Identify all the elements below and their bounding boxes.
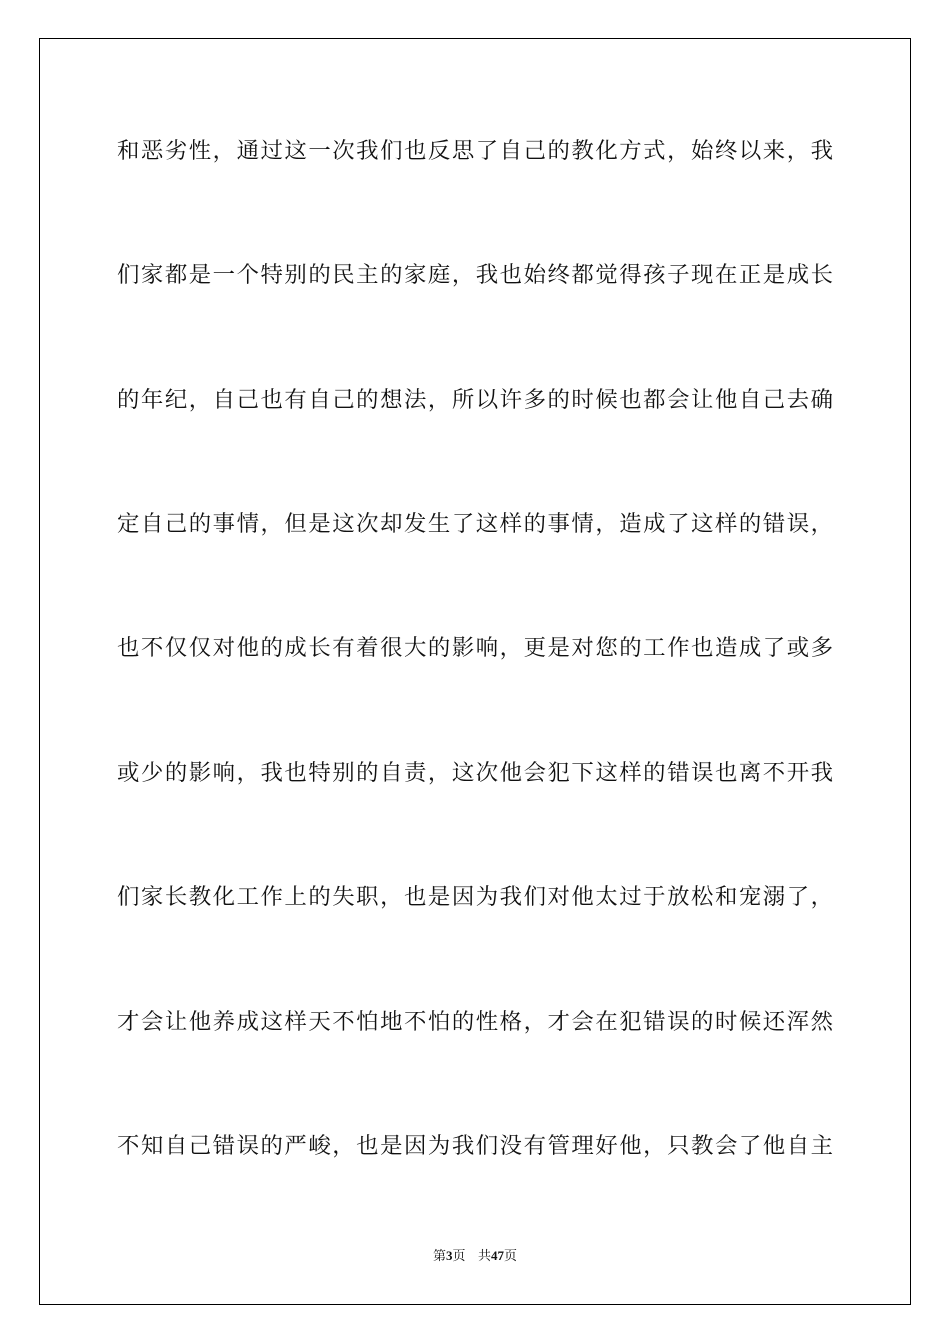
- page-suffix: 页: [452, 1249, 466, 1264]
- total-prefix: 共: [477, 1249, 491, 1264]
- total-suffix: 页: [503, 1249, 517, 1264]
- body-text-line: 定自己的事情，但是这次却发生了这样的事情，造成了这样的错误，: [117, 511, 833, 537]
- page-footer: [0, 1246, 950, 1266]
- total-pages: 47: [490, 1248, 504, 1263]
- body-text-line: 和恶劣性，通过这一次我们也反思了自己的教化方式，始终以来，我: [117, 138, 833, 164]
- body-text-line: 也不仅仅对他的成长有着很大的影响，更是对您的工作也造成了或多: [117, 635, 833, 661]
- body-text-line: 们家长教化工作上的失职，也是因为我们对他太过于放松和宠溺了，: [117, 884, 833, 910]
- page-number: 3: [446, 1248, 453, 1263]
- page-border: [39, 38, 911, 1305]
- body-text-line: 或少的影响，我也特别的自责，这次他会犯下这样的错误也离不开我: [117, 760, 833, 786]
- body-text-line: 们家都是一个特别的民主的家庭，我也始终都觉得孩子现在正是成长: [117, 262, 833, 288]
- body-text-line: 不知自己错误的严峻，也是因为我们没有管理好他，只教会了他自主: [117, 1133, 833, 1159]
- body-text-line: 才会让他养成这样天不怕地不怕的性格，才会在犯错误的时候还浑然: [117, 1009, 833, 1035]
- body-text-line: 的年纪，自己也有自己的想法，所以许多的时候也都会让他自己去确: [117, 387, 833, 413]
- page-prefix: 第: [433, 1249, 447, 1264]
